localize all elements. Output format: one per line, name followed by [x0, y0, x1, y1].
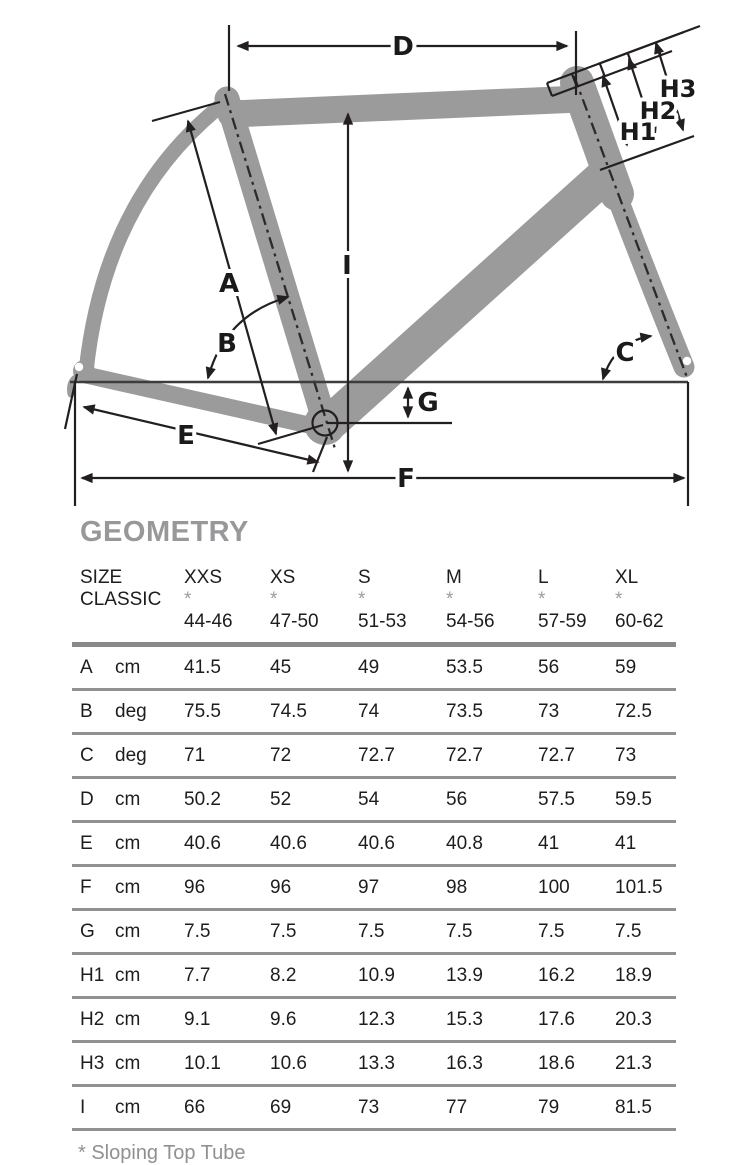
table-row [72, 1087, 676, 1131]
cell: 41 [538, 832, 560, 854]
row-unit: cm [115, 788, 141, 810]
table-row [72, 911, 676, 955]
xxs-range: 44-46 [184, 611, 233, 632]
cell: 97 [358, 876, 380, 898]
cell: 101.5 [615, 876, 663, 898]
table-row [72, 823, 676, 867]
cell: 9.6 [270, 1008, 297, 1030]
dimension-label-i: I [342, 251, 352, 281]
xl-asterisk: * [615, 589, 623, 610]
frame-silhouette [71, 83, 684, 428]
cell: 75.5 [184, 700, 221, 722]
cell: 40.6 [358, 832, 395, 854]
table-row [72, 955, 676, 999]
dimension-label-h2: H2 [639, 97, 677, 125]
cell: 56 [538, 656, 560, 678]
cell: 16.3 [446, 1052, 483, 1074]
cell: 72.7 [358, 744, 395, 766]
cell: 74.5 [270, 700, 307, 722]
row-unit: cm [115, 832, 141, 854]
column-header-l: L * 57-59 [538, 567, 615, 633]
cell: 71 [184, 744, 206, 766]
centerlines [225, 76, 688, 452]
row-dim: C [80, 744, 94, 766]
cell: 73.5 [446, 700, 483, 722]
dimension-label-d: D [392, 32, 414, 62]
cell: 79 [538, 1096, 560, 1118]
dimension-label-e: E [177, 421, 195, 451]
cell: 77 [446, 1096, 468, 1118]
cell: 66 [184, 1096, 206, 1118]
row-unit: deg [115, 700, 147, 722]
s-asterisk: * [358, 589, 366, 610]
row-dim: A [80, 656, 93, 678]
row-unit: cm [115, 1096, 141, 1118]
table-header-row [72, 549, 676, 647]
column-header-s: S * 51-53 [358, 567, 446, 633]
rear-dropout-slot [75, 363, 83, 371]
cell: 52 [270, 788, 292, 810]
cell: 98 [446, 876, 468, 898]
cell: 40.8 [446, 832, 483, 854]
table-row [72, 999, 676, 1043]
cell: 21.3 [615, 1052, 652, 1074]
row-dim: B [80, 700, 93, 722]
cell: 7.5 [184, 920, 211, 942]
row-dim: D [80, 788, 94, 810]
cell: 56 [446, 788, 468, 810]
l-range: 57-59 [538, 611, 587, 632]
s-range: 51-53 [358, 611, 407, 632]
geometry-table [72, 510, 676, 1165]
dimension-label-h1: H1 [619, 118, 657, 146]
m-range: 54-56 [446, 611, 495, 632]
cell: 41.5 [184, 656, 221, 678]
row-unit: cm [115, 964, 141, 986]
row-unit: cm [115, 920, 141, 942]
cell: 15.3 [446, 1008, 483, 1030]
cell: 41 [615, 832, 637, 854]
row-unit: deg [115, 744, 147, 766]
cell: 7.5 [615, 920, 642, 942]
column-header-xs: XS * 47-50 [270, 567, 358, 633]
cell: 96 [184, 876, 206, 898]
cell: 7.7 [184, 964, 211, 986]
classic-label: CLASSIC [80, 589, 162, 610]
xl-range: 60-62 [615, 611, 664, 632]
row-dim: F [80, 876, 92, 898]
column-header-m: M * 54-56 [446, 567, 538, 633]
row-unit: cm [115, 876, 141, 898]
cell: 74 [358, 700, 380, 722]
dimension-label-c: C [615, 338, 635, 368]
cell: 54 [358, 788, 380, 810]
xxs-asterisk: * [184, 589, 192, 610]
l-asterisk: * [538, 589, 546, 610]
cell: 8.2 [270, 964, 297, 986]
cell: 20.3 [615, 1008, 652, 1030]
spacer-stack-line-0 [598, 26, 700, 64]
xs-asterisk: * [270, 589, 278, 610]
cell: 7.5 [446, 920, 473, 942]
cell: 81.5 [615, 1096, 652, 1118]
cell: 53.5 [446, 656, 483, 678]
cell: 73 [358, 1096, 380, 1118]
column-header-xxs: XXS * 44-46 [184, 567, 270, 633]
xs-range: 47-50 [270, 611, 319, 632]
cell: 59.5 [615, 788, 652, 810]
dimension-label-g: G [417, 388, 439, 418]
cell: 12.3 [358, 1008, 395, 1030]
cell: 72.7 [538, 744, 575, 766]
down-tube [332, 176, 604, 421]
table-row [72, 691, 676, 735]
cell: 69 [270, 1096, 292, 1118]
m-asterisk: * [446, 589, 454, 610]
row-unit: cm [115, 1052, 141, 1074]
size-classic-header [80, 567, 184, 611]
cell: 17.6 [538, 1008, 575, 1030]
cell: 72.5 [615, 700, 652, 722]
row-dim: G [80, 920, 95, 942]
cell: 45 [270, 656, 292, 678]
cell: 57.5 [538, 788, 575, 810]
cell: 40.6 [184, 832, 221, 854]
cell: 49 [358, 656, 380, 678]
cell: 40.6 [270, 832, 307, 854]
cell: 59 [615, 656, 637, 678]
bike-frame-diagram [0, 0, 746, 510]
sloping-top-tube-footnote: * Sloping Top Tube [78, 1142, 246, 1164]
table-title: GEOMETRY [80, 516, 249, 548]
cell: 18.9 [615, 964, 652, 986]
row-unit: cm [115, 1008, 141, 1030]
cell: 16.2 [538, 964, 575, 986]
cell: 9.1 [184, 1008, 211, 1030]
row-unit: cm [115, 656, 141, 678]
front-dropout-slot [683, 357, 691, 365]
dimension-label-b: B [217, 329, 237, 359]
cell: 18.6 [538, 1052, 575, 1074]
row-dim: H1 [80, 964, 105, 986]
dimension-label-f: F [397, 464, 415, 494]
table-row [72, 867, 676, 911]
cell: 50.2 [184, 788, 221, 810]
cell: 10.6 [270, 1052, 307, 1074]
cell: 73 [615, 744, 637, 766]
cell: 13.3 [358, 1052, 395, 1074]
cell: 96 [270, 876, 292, 898]
row-dim: I [80, 1096, 86, 1118]
cell: 73 [538, 700, 560, 722]
dimension-label-h3: H3 [659, 75, 697, 103]
cell: 10.1 [184, 1052, 221, 1074]
cell: 100 [538, 876, 570, 898]
size-label: SIZE [80, 567, 123, 588]
cell: 72.7 [446, 744, 483, 766]
row-dim: E [80, 832, 93, 854]
dimension-label-a: A [218, 269, 240, 299]
cell: 7.5 [538, 920, 565, 942]
table-row [72, 647, 676, 691]
seat-stay [86, 104, 223, 372]
table-row [72, 779, 676, 823]
row-dim: H3 [80, 1052, 105, 1074]
cell: 10.9 [358, 964, 395, 986]
cell: 7.5 [270, 920, 297, 942]
cell: 72 [270, 744, 292, 766]
cell: 7.5 [358, 920, 385, 942]
top-tube [231, 99, 580, 114]
table-row [72, 735, 676, 779]
column-header-xl: XL * 60-62 [615, 567, 676, 633]
table-row [72, 1043, 676, 1087]
cell: 13.9 [446, 964, 483, 986]
row-dim: H2 [80, 1008, 105, 1030]
